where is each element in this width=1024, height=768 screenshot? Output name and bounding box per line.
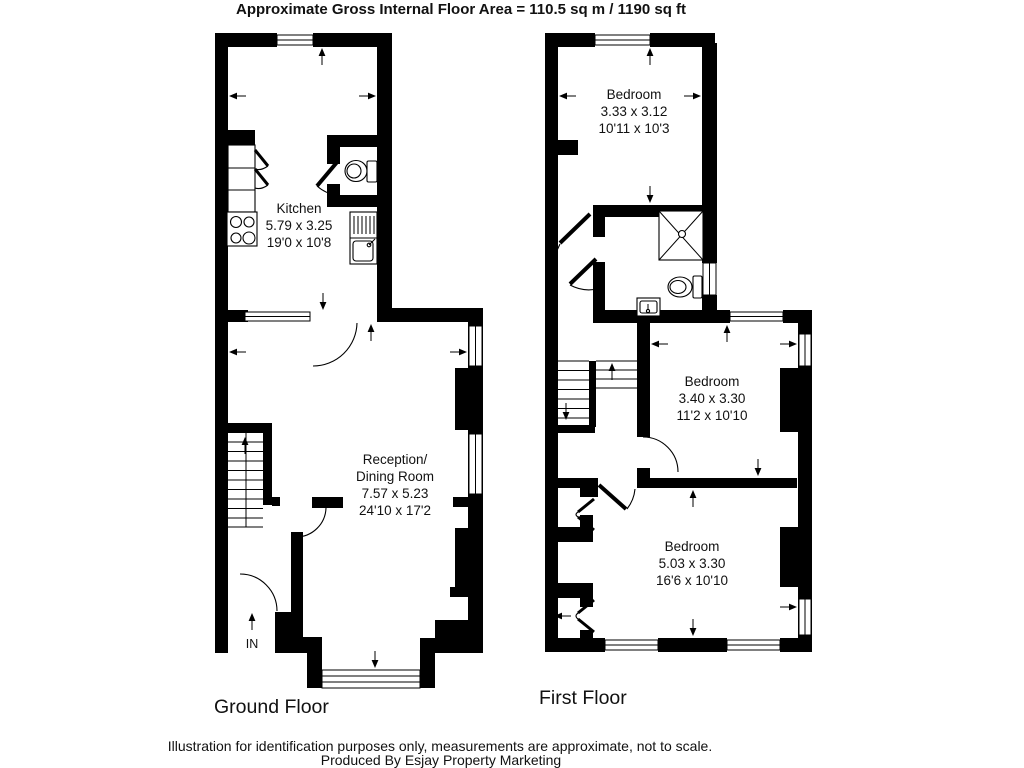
first-floor-plan [539, 33, 812, 709]
kitchen-top-window [277, 35, 313, 45]
bedroom-front-label: Bedroom [606, 87, 662, 102]
kitchen-dim-metric: 5.79 x 3.25 [265, 218, 333, 233]
first-floor-stairs [558, 361, 637, 427]
reception-label-line2: Dining Room [355, 469, 435, 484]
kitchen-sink [350, 212, 377, 264]
floor-area-title: Approximate Gross Internal Floor Area = 110.5 sq m / 1190 sq ft [235, 1, 687, 18]
bedroom-front-window [595, 35, 650, 45]
bedroom-middle-side-window [799, 334, 811, 366]
bedroom-middle-door-arc [643, 437, 678, 472]
footer-disclaimer: Illustration for identification purposes only, measurements are approximate, not to scale. [167, 738, 713, 754]
cupboard-door-mark [255, 150, 268, 166]
bathroom-door-leaf [570, 259, 596, 284]
reception-dim-imperial: 24'10 x 17'2 [359, 503, 431, 518]
kitchen-divider-window [245, 312, 310, 321]
stairs-up-arrow [609, 363, 616, 380]
bedroom-back-side-window [799, 599, 811, 635]
bedroom-back-bottom-window-2 [727, 640, 780, 650]
bay-window [322, 670, 420, 688]
bedroom-front-dim-imperial: 10'11 x 10'3 [598, 121, 670, 136]
bedroom-back-door-arc [627, 489, 635, 509]
kitchen-door-arc [313, 323, 357, 366]
reception-side-window-2 [469, 434, 482, 494]
bedroom-front-door-leaf [560, 214, 590, 243]
wc-toilet [345, 161, 377, 183]
stairs-down-arrow [563, 403, 570, 420]
bathroom-sink [637, 298, 660, 316]
kitchen-dim-imperial: 19'0 x 10'8 [266, 235, 332, 250]
in-label: IN [245, 637, 259, 651]
ground-floor-walls [215, 33, 483, 688]
reception-labels [356, 452, 434, 518]
shower [659, 211, 703, 260]
bedroom-back-labels [656, 539, 728, 588]
bedroom-back-door-leaf [599, 485, 626, 509]
bedroom-back-dim-metric: 5.03 x 3.30 [658, 556, 726, 571]
bathroom-toilet [668, 276, 702, 298]
ground-floor-caption: Ground Floor [214, 696, 329, 718]
kitchen-labels [266, 201, 333, 250]
entrance-door-arc [240, 574, 277, 611]
bedroom-back-bottom-window-1 [605, 640, 658, 650]
cupboard-door-mark [255, 169, 268, 185]
entrance-in-arrow [249, 613, 256, 630]
bedroom-front-dim-metric: 3.33 x 3.12 [600, 104, 668, 119]
ground-floor-stairs [228, 433, 263, 528]
bedroom-back-label: Bedroom [664, 539, 720, 554]
footer-producer: Produced By Esjay Property Marketing [320, 752, 562, 768]
bedroom-middle-top-window [730, 312, 783, 321]
bathroom-window [703, 263, 716, 295]
bedroom-middle-dim-imperial: 11'2 x 10'10 [676, 408, 748, 423]
reception-dim-metric: 7.57 x 5.23 [361, 486, 429, 501]
first-floor-caption: First Floor [539, 687, 627, 709]
reception-side-window-1 [469, 326, 482, 366]
ground-floor-windows [245, 35, 482, 688]
bathroom-door-arc [570, 285, 597, 290]
bedroom-middle-dim-metric: 3.40 x 3.30 [678, 391, 746, 406]
bedroom-middle-labels [677, 374, 748, 423]
ground-floor-plan [214, 33, 483, 718]
bedroom-back-dim-imperial: 16'6 x 10'10 [656, 573, 728, 588]
bedroom-middle-label: Bedroom [684, 374, 740, 389]
kitchen-counter [228, 145, 268, 212]
kitchen-stove [227, 212, 257, 246]
wc-door-leaf [317, 161, 338, 186]
kitchen-label: Kitchen [276, 201, 322, 216]
reception-label-line1: Reception/ [362, 452, 428, 467]
bedroom-front-labels [599, 87, 670, 136]
